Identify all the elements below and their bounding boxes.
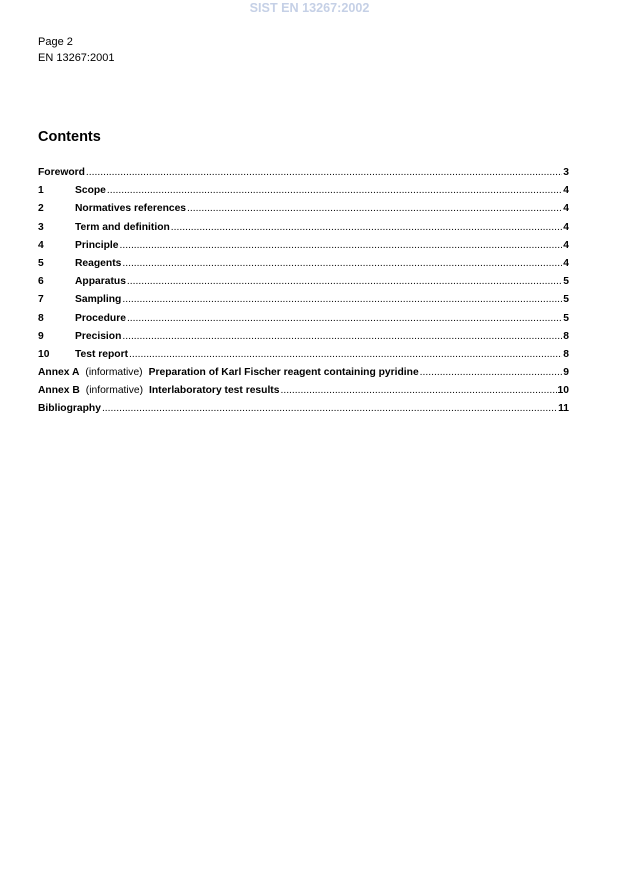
toc-entry-page: 5 <box>563 312 569 324</box>
dot-leader <box>280 382 556 400</box>
toc-entry-number: 8 <box>38 312 44 324</box>
toc-entry-sampling[interactable] <box>38 291 569 309</box>
toc-entry-title: Term and definition <box>75 221 170 233</box>
toc-entry-number: 2 <box>38 203 44 215</box>
toc-entry-title: Normatives references <box>75 203 187 215</box>
toc-entry-test-report[interactable] <box>38 346 569 364</box>
dot-leader <box>107 182 562 200</box>
toc-entry-number: 6 <box>38 276 44 288</box>
dot-leader <box>420 364 563 382</box>
dot-leader <box>187 200 562 218</box>
toc-entry-title: Test report <box>75 348 129 360</box>
toc-entry-page: 9 <box>563 367 569 379</box>
toc-entry-page: 5 <box>563 276 569 288</box>
dot-leader <box>127 273 562 291</box>
toc-entry-title: Reagents <box>75 257 122 269</box>
toc-entry-title: Foreword <box>38 167 85 178</box>
toc-entry-number: 3 <box>38 221 44 233</box>
toc-entry-precision[interactable] <box>38 328 569 346</box>
toc-entry-normative-references[interactable] <box>38 200 569 218</box>
toc-entry-page: 4 <box>563 221 569 233</box>
toc-entry-number: 9 <box>38 330 44 342</box>
standard-identifier: EN 13267:2001 <box>38 52 115 64</box>
toc-entry-title: Scope <box>75 185 106 197</box>
toc-entry-number: Annex B <box>38 385 80 397</box>
toc-entry-qualifier: (informative) <box>85 385 143 397</box>
toc-entry-bibliography[interactable] <box>38 400 569 418</box>
toc-entry-page: 4 <box>563 239 569 251</box>
toc-entry-page: 4 <box>563 185 569 197</box>
toc-entry-page: 10 <box>557 385 569 397</box>
toc-entry-page: 8 <box>563 348 569 360</box>
toc-entry-foreword[interactable] <box>38 164 569 182</box>
toc-entry-page: 4 <box>563 257 569 269</box>
toc-entry-number: 10 <box>38 348 50 360</box>
dot-leader <box>122 255 562 273</box>
page-number-label: Page 2 <box>38 36 73 48</box>
toc-entry-number: 5 <box>38 257 44 269</box>
toc-entry-title: Precision <box>75 330 122 342</box>
toc-entry-principle[interactable] <box>38 237 569 255</box>
toc-entry-title: Procedure <box>75 312 126 324</box>
toc-entry-page: 3 <box>563 167 569 178</box>
toc-entry-reagents[interactable] <box>38 255 569 273</box>
toc-entry-title: Interlaboratory test results <box>149 385 280 397</box>
table-of-contents <box>38 164 569 419</box>
toc-entry-title: Apparatus <box>75 276 126 288</box>
dot-leader <box>127 310 562 328</box>
toc-entry-number: 4 <box>38 239 44 251</box>
toc-entry-annex-b[interactable] <box>38 382 569 400</box>
toc-entry-title: Sampling <box>75 294 122 306</box>
toc-entry-title: Principle <box>75 239 119 251</box>
contents-heading: Contents <box>38 129 101 145</box>
toc-entry-number: 1 <box>38 185 44 197</box>
dot-leader <box>129 346 562 364</box>
dot-leader <box>120 237 563 255</box>
dot-leader <box>122 328 562 346</box>
watermark-header: SIST EN 13267:2002 <box>249 1 370 15</box>
dot-leader <box>171 219 562 237</box>
toc-entry-annex-a[interactable] <box>38 364 569 382</box>
toc-entry-title: Preparation of Karl Fischer reagent containing pyridine <box>148 367 419 379</box>
dot-leader <box>102 400 557 418</box>
toc-entry-qualifier: (informative) <box>85 367 143 379</box>
toc-entry-page: 11 <box>558 403 569 415</box>
toc-entry-procedure[interactable] <box>38 310 569 328</box>
page-header <box>38 34 114 66</box>
toc-entry-number: Annex A <box>38 367 80 379</box>
toc-entry-page: 4 <box>563 203 569 215</box>
toc-entry-term-and-definition[interactable] <box>38 219 569 237</box>
toc-entry-apparatus[interactable] <box>38 273 569 291</box>
dot-leader <box>86 164 562 182</box>
toc-entry-title: Bibliography <box>38 403 101 415</box>
toc-entry-scope[interactable] <box>38 182 569 200</box>
dot-leader <box>122 291 562 309</box>
toc-entry-number: 7 <box>38 294 44 306</box>
toc-entry-page: 5 <box>563 294 569 306</box>
toc-entry-page: 8 <box>563 330 569 342</box>
